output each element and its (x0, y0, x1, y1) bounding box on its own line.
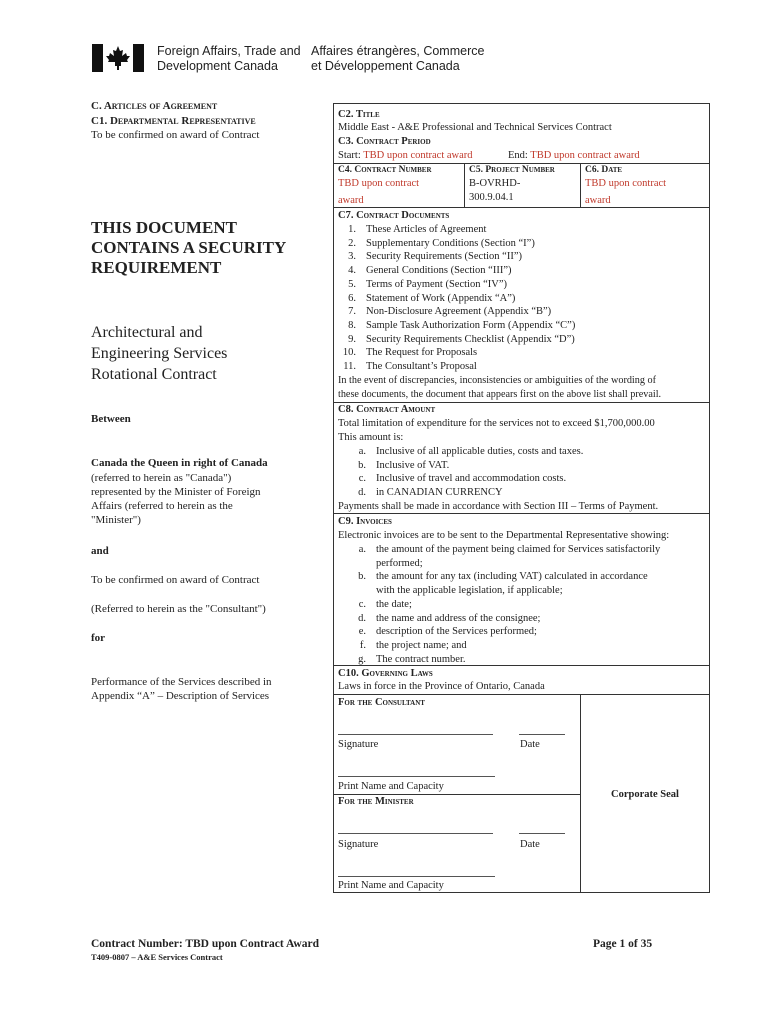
list-item: 8. Sample Task Authorization Form (Appendix “C”) (348, 319, 576, 331)
articles-heading: C. Articles of Agreement (91, 100, 218, 112)
consultant-tbc: To be confirmed on award of Contract (91, 574, 260, 586)
contract-period-heading: C3. Contract Period (338, 136, 431, 147)
contract-documents-heading: C7. Contract Documents (338, 210, 450, 221)
minister-print-name-label: Print Name and Capacity (338, 880, 444, 891)
performance-line1: Performance of the Services described in (91, 676, 272, 688)
invoices-list (342, 543, 660, 666)
list-item: 3. Security Requirements (Section “II”) (348, 251, 522, 263)
for-consultant-heading: For the Consultant (338, 697, 425, 708)
form-identifier: T409-0807 – A&E Services Contract (91, 952, 223, 962)
departmental-rep-value: To be confirmed on award of Contract (91, 129, 260, 141)
consultant-reference: (Referred to herein as the "Consultant") (91, 603, 266, 615)
department-name-english: Foreign Affairs, Trade and Development Canada (157, 44, 301, 73)
project-number-heading: C5. Project Number (469, 165, 555, 175)
list-item: f. the project name; and (359, 639, 467, 651)
list-item: d. the name and address of the consignee; (358, 612, 541, 624)
date-heading: C6. Date (585, 165, 623, 175)
governing-laws-value: Laws in force in the Province of Ontario, Canada (338, 681, 545, 692)
payment-terms: Payments shall be made in accordance with Section III – Terms of Payment. (338, 501, 659, 512)
consultant-print-name-line[interactable] (338, 776, 495, 777)
crown-party: Canada the Queen in right of Canada (91, 457, 268, 469)
governing-laws-heading: C10. Governing Laws (338, 668, 433, 679)
between-label: Between (91, 413, 131, 425)
footer-contract-number: Contract Number: TBD upon Contract Award (91, 938, 319, 950)
contract-amount-intro: This amount is: (338, 432, 404, 443)
and-label: and (91, 545, 109, 557)
list-item: b. Inclusive of VAT. (358, 459, 450, 471)
list-item: 6. Statement of Work (Appendix “A”) (348, 292, 516, 304)
minister-signature-label: Signature (338, 839, 379, 850)
contract-period-end: End: TBD upon contract award (508, 150, 640, 161)
list-item: c. the date; (358, 598, 412, 610)
precedence-clause: In the event of discrepancies, inconsistencies or ambiguities of the wording of these documents, the document that appears first on the above list shall prevail. (338, 375, 662, 400)
contract-number-heading: C4. Contract Number (338, 165, 432, 175)
security-notice-line1: THIS DOCUMENT (91, 218, 237, 237)
contract-period-start: Start: TBD upon contract award (338, 150, 473, 161)
consultant-signature-line[interactable] (338, 734, 493, 735)
list-item: g. The contract number. (358, 653, 466, 665)
list-item: 11. The Consultant’s Proposal (343, 361, 477, 373)
departmental-rep-heading: C1. Departmental Representative (91, 115, 256, 127)
list-item: 9. Security Requirements Checklist (Appendix “D”) (348, 333, 575, 345)
invoices-heading: C9. Invoices (338, 516, 392, 527)
list-item: b. the amount for any tax (including VAT) calculated in accordance (358, 571, 648, 583)
contract-number-value: TBD upon contract award (338, 178, 420, 206)
list-item: e. description of the Services performed; (358, 626, 537, 638)
for-minister-heading: For the Minister (338, 796, 414, 807)
title-heading: C2. Title (338, 109, 380, 120)
list-item: performed; (376, 557, 423, 569)
list-item: with the applicable legislation, if applicable; (376, 585, 563, 597)
list-item: 5. Terms of Payment (Section “IV”) (348, 278, 507, 290)
list-item: 7. Non-Disclosure Agreement (Appendix “B”) (348, 306, 552, 318)
minister-print-name-line[interactable] (338, 876, 495, 877)
title-value: Middle East - A&E Professional and Technical Services Contract (338, 122, 612, 133)
consultant-date-line[interactable] (519, 734, 565, 735)
list-item: a. the amount of the payment being claimed for Services satisfactorily (358, 544, 661, 555)
performance-line2: Appendix “A” – Description of Services (91, 690, 270, 702)
minister-date-label: Date (520, 839, 540, 850)
contract-amount-heading: C8. Contract Amount (338, 404, 436, 415)
contract-amount-list (342, 445, 583, 500)
security-notice-line2: CONTAINS A SECURITY (91, 238, 287, 257)
page-number: Page 1 of 35 (593, 938, 653, 950)
list-item: 4. General Conditions (Section “III”) (348, 265, 512, 277)
list-item: c. Inclusive of travel and accommodation costs. (358, 473, 567, 485)
list-item: a. Inclusive of all applicable duties, costs and taxes. (358, 446, 584, 457)
invoices-intro: Electronic invoices are to be sent to the Departmental Representative showing: (338, 530, 670, 541)
contract-documents-list (340, 223, 575, 374)
department-name-french: Affaires étrangères, Commerce et Développement Canada (311, 44, 485, 73)
for-label: for (91, 632, 106, 644)
crown-description: (referred to herein as "Canada") represented by the Minister of Foreign Affairs (referred to herein as the "Minister") (91, 472, 261, 526)
consultant-print-name-label: Print Name and Capacity (338, 781, 444, 792)
project-number-value: B-OVRHD- 300.9.04.1 (469, 178, 521, 203)
contract-type-line1: Architectural and (91, 324, 203, 341)
corporate-seal-label: Corporate Seal (611, 789, 679, 800)
contract-type-line3: Rotational Contract (91, 366, 217, 383)
date-value: TBD upon contract award (585, 178, 667, 206)
minister-date-line[interactable] (519, 833, 565, 834)
minister-signature-line[interactable] (338, 833, 493, 834)
contract-amount-limit: Total limitation of expenditure for the services not to exceed $1,700,000.00 (338, 418, 655, 429)
canada-flag-wordmark-icon (92, 44, 144, 72)
list-item: 1. These Articles of Agreement (348, 224, 487, 235)
consultant-signature-label: Signature (338, 739, 379, 750)
security-notice-line3: REQUIREMENT (91, 258, 222, 277)
consultant-date-label: Date (520, 739, 540, 750)
list-item: 2. Supplementary Conditions (Section “I”) (348, 237, 535, 249)
list-item: 10. The Request for Proposals (342, 347, 478, 359)
contract-type-line2: Engineering Services (91, 345, 228, 362)
list-item: d. in CANADIAN CURRENCY (358, 487, 503, 499)
